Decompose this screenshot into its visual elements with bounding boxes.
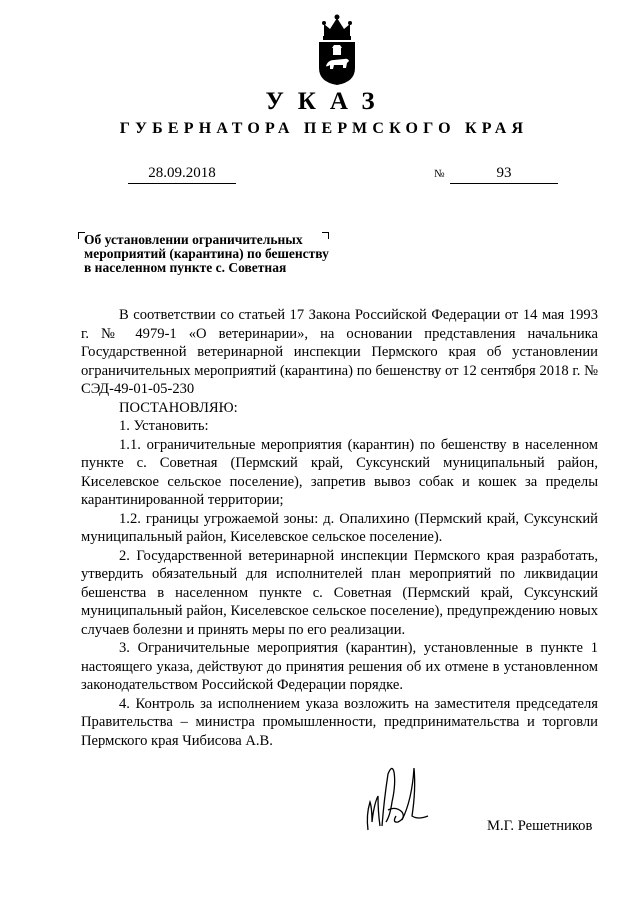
number-label: № <box>434 168 445 180</box>
subject-line: Об установлении ограничительных <box>84 232 303 247</box>
document-subject <box>84 233 364 275</box>
subject-line: мероприятий (карантина) по бешенству <box>84 246 329 261</box>
clause-3: 3. Ограничительные мероприятия (карантин), установленные в пункте 1 настоящего указа, действуют до принятия решения об их отмене в установленном законодательством Российской Федерации порядке. <box>81 640 598 693</box>
clause-2: 2. Государственной ветеринарной инспекции Пермского края разработать, утвердить обязательный для исполнителей план мероприятий по ликвидации бешенства в населенном пункте с. Советная (Пермский край, Суксунский муниципальный район, Киселевское сельское поселение), предупреждению новых случаев болезни и принять меры по его реализации. <box>81 547 598 638</box>
document-date: 28.09.2018 <box>128 163 236 184</box>
signer-name: М.Г. Решетников <box>487 818 593 834</box>
document-title: УКАЗ <box>265 88 389 115</box>
clause-1: 1. Установить: <box>119 418 209 434</box>
clause-1-2: 1.2. границы угрожаемой зоны: д. Опалихино (Пермский край, Суксунский муниципальный район, Киселевское сельское поселение). <box>81 510 598 545</box>
coat-of-arms-icon <box>316 10 358 86</box>
signature-icon <box>352 760 442 838</box>
clause-4: 4. Контроль за исполнением указа возложить на заместителя председателя Правительства – министра промышленности, предпринимательства и торговли Пермского края Чибисова А.В. <box>81 695 598 749</box>
document-body <box>81 306 598 750</box>
clause-1-1: 1.1. ограничительные мероприятия (карантин) по бешенству в населенном пункте с. Советная (Пермский край, Суксунский муниципальный район, Киселевское сельское поселение), запретив вывоз собак и кошек за пределы карантинированной территории; <box>81 436 598 508</box>
decree-keyword: ПОСТАНОВЛЯЮ: <box>119 399 238 416</box>
preamble-paragraph: В соответствии со статьей 17 Закона Российской Федерации от 14 мая 1993 г. № 4979-1 «О ветеринарии», на основании представления начальника Государственной ветеринарной инспекции Пермского края об установлении ограничительных мероприятий (карантина) по бешенству от 12 сентября 2018 г. № СЭД-49-01-05-230 <box>81 307 598 397</box>
document-issuer: ГУБЕРНАТОРА ПЕРМСКОГО КРАЯ <box>119 120 529 137</box>
subject-line: в населенном пункте с. Советная <box>84 260 287 275</box>
document-number: 93 <box>450 163 558 184</box>
